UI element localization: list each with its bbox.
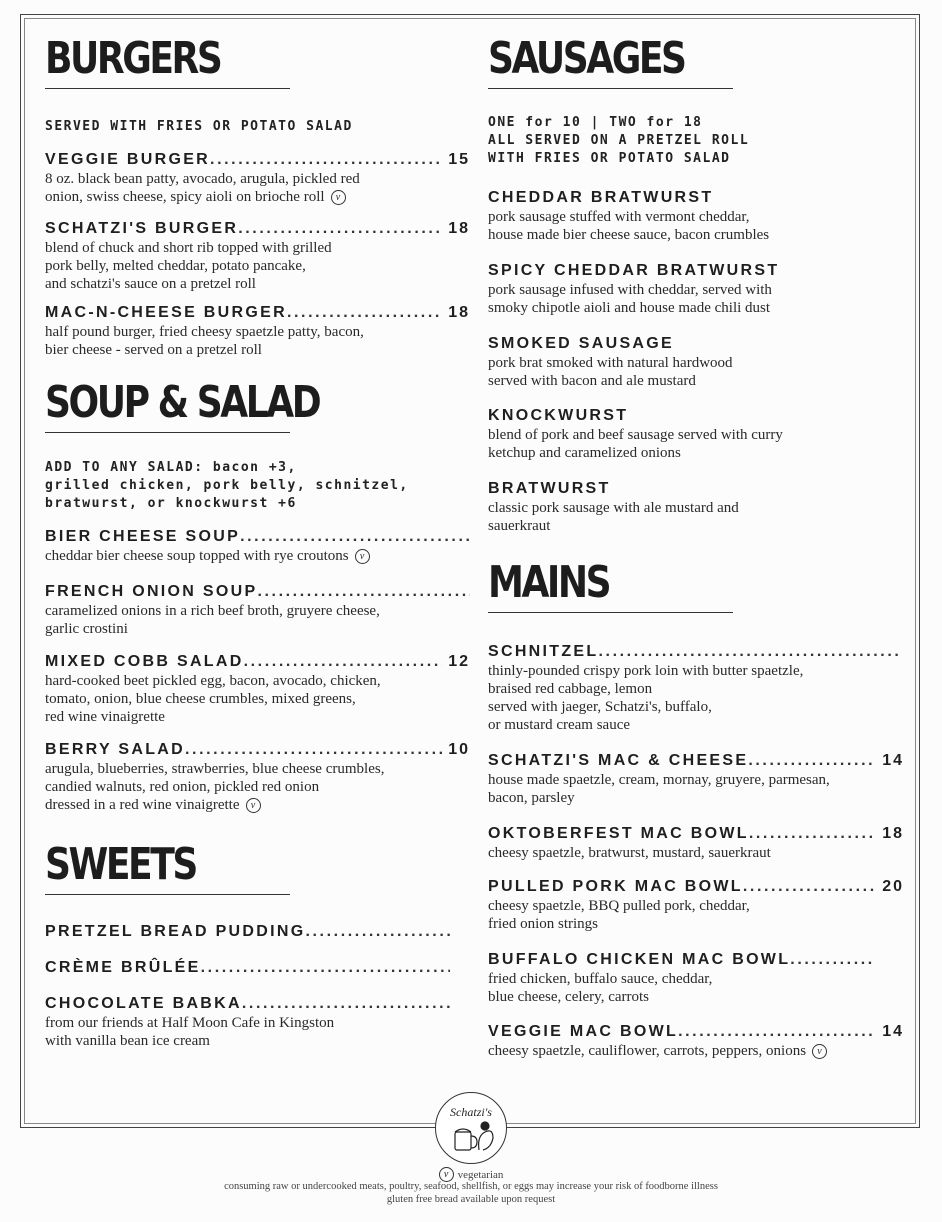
item-desc-line: bier cheese - served on a pretzel roll [45, 342, 262, 358]
item-price: 14 [882, 1023, 904, 1040]
menu-item-knockwurst [488, 406, 908, 462]
menu-item-schnitzel [488, 642, 900, 734]
burgers-section [45, 34, 470, 89]
note-line: bratwurst, or knockwurst +6 [45, 496, 297, 511]
mains-title: MAINS [488, 557, 610, 608]
footer-warning: consuming raw or undercooked meats, poultry, seafood, shellfish, or eggs may increase your risk of foodborne illness [224, 1181, 718, 1192]
item-price: 18 [882, 825, 904, 842]
item-price: 18 [448, 220, 470, 237]
vegetarian-icon: v [355, 549, 370, 564]
item-desc-line: caramelized onions in a rich beef broth, gruyere cheese, [45, 603, 380, 619]
item-price: 10 [448, 741, 470, 758]
item-name: MAC-N-CHEESE BURGER [45, 304, 287, 321]
menu-item-pulled-pork-mac-bowl [488, 877, 904, 933]
item-name: FRENCH ONION SOUP [45, 583, 258, 600]
menu-item-chocolate-babka [45, 994, 450, 1050]
item-desc-line: house made bier cheese sauce, bacon crumbles [488, 227, 770, 243]
menu-item-schatzis-burger [45, 219, 470, 293]
item-desc-line: blend of chuck and short rib topped with grilled [45, 240, 332, 256]
footer-gluten-note: gluten free bread available upon request [386, 1194, 556, 1205]
menu-item-berry-salad [45, 740, 470, 814]
item-desc-line: served with bacon and ale mustard [488, 373, 696, 389]
item-desc-line: garlic crostini [45, 621, 128, 637]
item-desc-line: classic pork sausage with ale mustard and [488, 500, 739, 516]
menu-item-schatzis-mac-cheese [488, 751, 904, 807]
note-line: ALL SERVED ON A PRETZEL ROLL [488, 133, 750, 148]
item-desc-line: pork sausage stuffed with vermont cheddar, [488, 209, 750, 225]
item-desc-line: or mustard cream sauce [488, 717, 631, 733]
item-name: VEGGIE BURGER [45, 151, 211, 168]
item-desc-line: braised red cabbage, lemon [488, 681, 653, 697]
squirrel-mug-icon [435, 1092, 507, 1164]
menu-item-buffalo-chicken-mac-bowl [488, 950, 874, 1006]
vegetarian-icon: v [439, 1167, 454, 1182]
item-name: OKTOBERFEST MAC BOWL [488, 825, 749, 842]
item-name: SCHATZI'S MAC & CHEESE [488, 752, 749, 769]
item-desc-line: blend of pork and beef sausage served with curry [488, 427, 783, 443]
soup-salad-title: SOUP & SALAD [45, 377, 320, 428]
menu-item-pretzel-bread-pudding [45, 922, 450, 942]
note-line: ONE for 10 | TWO for 18 [488, 115, 703, 130]
sausages-note [488, 114, 908, 168]
veg-label: vegetarian [457, 1169, 504, 1181]
item-desc-line: sauerkraut [488, 518, 551, 534]
sausages-rule [488, 88, 733, 89]
item-name: VEGGIE MAC BOWL [488, 1023, 679, 1040]
menu-item-spicy-cheddar-bratwurst [488, 261, 908, 317]
note-line: ADD TO ANY SALAD: bacon +3, [45, 460, 297, 475]
sausages-title: SAUSAGES [488, 33, 685, 84]
item-price: 20 [882, 878, 904, 895]
menu-item-veggie-burger [45, 150, 470, 206]
menu-item-mixed-cobb-salad [45, 652, 470, 726]
item-desc-line: with vanilla bean ice cream [45, 1033, 210, 1049]
item-name: MIXED COBB SALAD [45, 653, 244, 670]
item-desc-line: dressed in a red wine vinaigrette [45, 797, 240, 813]
item-desc-line: house made spaetzle, cream, mornay, gruyere, parmesan, [488, 772, 830, 788]
item-desc-line: and schatzi's sauce on a pretzel roll [45, 276, 256, 292]
item-price: 14 [882, 752, 904, 769]
item-name: PRETZEL BREAD PUDDING [45, 923, 306, 940]
logo-text: Schatzi's [450, 1105, 492, 1119]
item-desc-line: from our friends at Half Moon Cafe in Kingston [45, 1015, 335, 1031]
menu-item-french-onion-soup [45, 582, 470, 638]
item-desc-line: candied walnuts, red onion, pickled red onion [45, 779, 320, 795]
burgers-title: BURGERS [45, 33, 221, 84]
item-name: SMOKED SAUSAGE [488, 335, 674, 352]
item-desc-line: served with jaeger, Schatzi's, buffalo, [488, 699, 712, 715]
item-desc-line: cheesy spaetzle, bratwurst, mustard, sauerkraut [488, 845, 771, 861]
item-name: BUFFALO CHICKEN MAC BOWL [488, 951, 791, 968]
sweets-rule [45, 894, 290, 895]
item-desc-line: cheesy spaetzle, cauliflower, carrots, peppers, onions [488, 1043, 807, 1059]
item-name: BIER CHEESE SOUP [45, 528, 241, 545]
vegetarian-icon: v [812, 1044, 827, 1059]
item-name: SCHATZI'S BURGER [45, 220, 239, 237]
mains-rule [488, 612, 733, 613]
item-desc-line: thinly-pounded crispy pork loin with butter spaetzle, [488, 663, 804, 679]
sweets-title: SWEETS [45, 839, 196, 890]
burgers-note: SERVED WITH FRIES OR POTATO SALAD [45, 119, 353, 134]
item-desc-line: 8 oz. black bean patty, avocado, arugula, pickled red [45, 171, 360, 187]
menu-item-creme-brulee [45, 958, 450, 978]
item-name: CRÈME BRÛLÉE [45, 959, 201, 976]
vegetarian-icon: v [246, 798, 261, 813]
soup-salad-note [45, 459, 470, 513]
item-desc-line: pork brat smoked with natural hardwood [488, 355, 733, 371]
item-desc-line: tomato, onion, blue cheese crumbles, mixed greens, [45, 691, 356, 707]
item-name: PULLED PORK MAC BOWL [488, 878, 743, 895]
item-name: SCHNITZEL [488, 643, 599, 660]
item-desc-line: blue cheese, celery, carrots [488, 989, 650, 1005]
menu-item-cheddar-bratwurst [488, 188, 908, 244]
item-desc-line: ketchup and caramelized onions [488, 445, 681, 461]
item-desc-line: pork sausage infused with cheddar, served with [488, 282, 772, 298]
sausages-section [488, 34, 908, 89]
item-desc-line: hard-cooked beet pickled egg, bacon, avocado, chicken, [45, 673, 381, 689]
soup-salad-rule [45, 432, 290, 433]
item-name: BERRY SALAD [45, 741, 185, 758]
item-name: SPICY CHEDDAR BRATWURST [488, 262, 780, 279]
item-desc-line: onion, swiss cheese, spicy aioli on brioche roll [45, 189, 325, 205]
menu-item-oktoberfest-mac-bowl [488, 824, 904, 862]
item-desc-line: arugula, blueberries, strawberries, blue cheese crumbles, [45, 761, 385, 777]
item-desc-line: bacon, parsley [488, 790, 575, 806]
item-desc-line: smoky chipotle aioli and house made chili dust [488, 300, 771, 316]
vegetarian-icon: v [331, 190, 346, 205]
note-line: grilled chicken, pork belly, schnitzel, [45, 478, 409, 493]
item-desc-line: pork belly, melted cheddar, potato pancake, [45, 258, 306, 274]
menu-item-mac-n-cheese-burger [45, 303, 470, 359]
mains-section [488, 558, 908, 613]
note-line: WITH FRIES OR POTATO SALAD [488, 151, 731, 166]
item-name: BRATWURST [488, 480, 611, 497]
menu-item-bratwurst [488, 479, 908, 535]
item-name: KNOCKWURST [488, 407, 629, 424]
soup-salad-section [45, 378, 470, 433]
menu-item-veggie-mac-bowl [488, 1022, 904, 1060]
burgers-rule [45, 88, 290, 89]
item-desc-line: cheddar bier cheese soup topped with rye croutons [45, 548, 349, 564]
menu-item-bier-cheese-soup [45, 527, 470, 565]
item-name: CHOCOLATE BABKA [45, 995, 242, 1012]
item-desc-line: red wine vinaigrette [45, 709, 165, 725]
item-price: 12 [448, 653, 470, 670]
item-desc-line: fried onion strings [488, 916, 598, 932]
item-price: 15 [448, 151, 470, 168]
item-desc-line: half pound burger, fried cheesy spaetzle patty, bacon, [45, 324, 364, 340]
item-desc-line: cheesy spaetzle, BBQ pulled pork, cheddar, [488, 898, 750, 914]
sweets-section [45, 840, 470, 895]
item-desc-line: fried chicken, buffalo sauce, cheddar, [488, 971, 713, 987]
schatzis-logo [435, 1092, 507, 1164]
item-name: CHEDDAR BRATWURST [488, 189, 714, 206]
menu-item-smoked-sausage [488, 334, 908, 390]
item-price: 18 [448, 304, 470, 321]
